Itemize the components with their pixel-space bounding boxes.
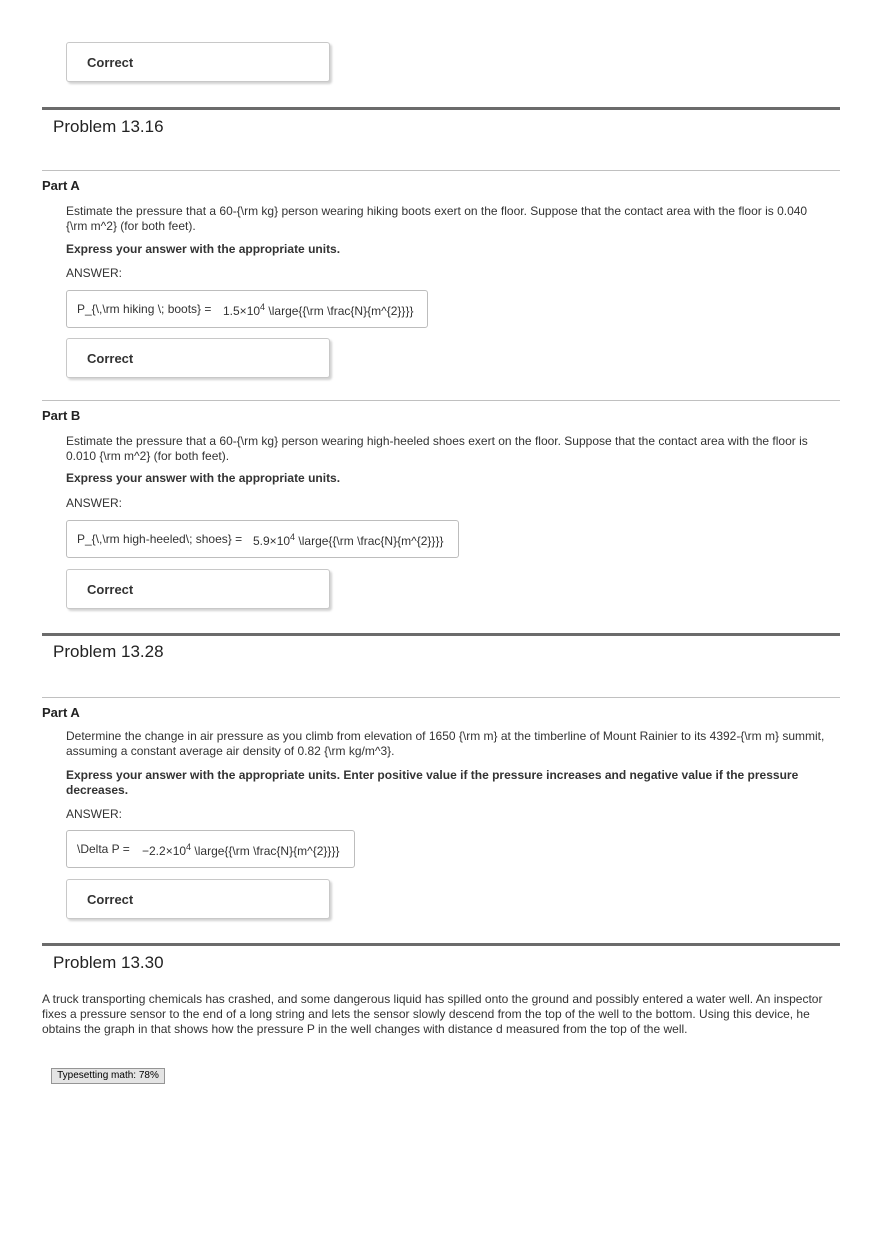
- answer-field[interactable]: [66, 520, 459, 558]
- part-divider: [42, 170, 840, 171]
- feedback-label: Correct: [87, 351, 134, 366]
- answer-variable: P_{\,\rm high-heeled\; shoes} =: [77, 532, 243, 546]
- part-divider: [42, 400, 840, 401]
- answer-label: ANSWER:: [66, 266, 123, 280]
- question-text: Determine the change in air pressure as you climb from elevation of 1650 {\rm m} at the timberline of Mount Rainier to its 4392-{\rm m} summit, assuming a constant average air density of 0.82 {\rm kg/m^3}.: [66, 729, 825, 758]
- problem-title-13-28: Problem 13.28: [53, 642, 164, 661]
- question-text: Estimate the pressure that a 60-{\rm kg} person wearing high-heeled shoes exert on the floor. Suppose that the contact area with the floor is 0.010 {\rm m^2} (for both feet).: [66, 434, 808, 463]
- answer-variable: P_{\,\rm hiking \; boots} =: [77, 302, 212, 316]
- problem-divider: [42, 633, 840, 636]
- instruction-text: Express your answer with the appropriate units.: [66, 471, 341, 485]
- problem-divider: [42, 943, 840, 946]
- answer-value: $5.9\times 10^4$ \large{{\rm \frac{N}{m^{2}}}}: [253, 532, 444, 548]
- feedback-correct: [66, 338, 330, 378]
- feedback-correct-prev: [66, 42, 330, 82]
- feedback-correct: [66, 879, 330, 919]
- answer-label: ANSWER:: [66, 496, 123, 510]
- instruction-text: Express your answer with the appropriate units. Enter positive value if the pressure increases and negative value if the pressure decreases.: [66, 768, 799, 797]
- feedback-label: Correct: [87, 55, 134, 70]
- feedback-label: Correct: [87, 582, 134, 597]
- answer-label: ANSWER:: [66, 807, 123, 821]
- problem-title-13-16: Problem 13.16: [53, 117, 164, 136]
- problem-intro-text: A truck transporting chemicals has crashed, and some dangerous liquid has spilled onto the ground and possibly entered a water well. An inspector fixes a pressure sensor to the end of a long string and lets the sensor slowly descend from the top of the well to the bottom. Using this device, he obtains the graph in that shows how the pressure P in the well changes with distance d measured from the top of the well.: [42, 992, 823, 1036]
- answer-field[interactable]: [66, 290, 428, 328]
- answer-field[interactable]: [66, 830, 355, 868]
- answer-variable: \Delta P =: [77, 842, 130, 856]
- part-title: Part A: [42, 178, 80, 193]
- instruction-text: Express your answer with the appropriate units.: [66, 242, 341, 256]
- answer-value: $1.5\times 10^4$ \large{{\rm \frac{N}{m^{2}}}}: [223, 302, 414, 318]
- problem-title-13-30: Problem 13.30: [53, 953, 164, 972]
- part-title: Part B: [42, 408, 81, 423]
- question-text: Estimate the pressure that a 60-{\rm kg} person wearing hiking boots exert on the floor. Suppose that the contact area with the floor is 0.040 {\rm m^2} (for both feet).: [66, 204, 808, 233]
- answer-value: $-2.2\times 10^4$ \large{{\rm \frac{N}{m^{2}}}}: [142, 842, 340, 858]
- typesetting-status: Typesetting math: 78%: [51, 1068, 165, 1084]
- feedback-label: Correct: [87, 892, 134, 907]
- feedback-correct: [66, 569, 330, 609]
- problem-divider: [42, 107, 840, 110]
- part-title: Part A: [42, 705, 80, 720]
- part-divider: [42, 697, 840, 698]
